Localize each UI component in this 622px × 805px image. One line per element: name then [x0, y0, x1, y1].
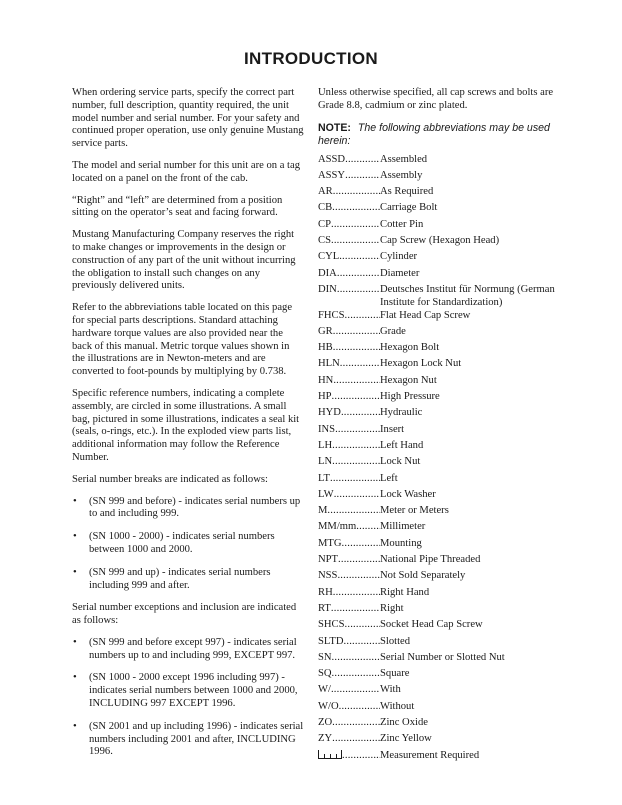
right-column: [318, 87, 558, 766]
bullet-icon: •: [73, 531, 77, 543]
abbreviation-row: [318, 358, 558, 374]
abbreviation-row: [318, 684, 558, 700]
abbreviation-row: [318, 489, 558, 505]
abbreviation-key: SQ .....: [318, 668, 380, 681]
list-item-text: (SN 999 and before except 997) - indicates serial numbers up to and including 999, EXCEPT 997.: [89, 636, 297, 661]
abbreviation-value: Right: [380, 602, 404, 614]
abbreviation-value: Cylinder: [380, 251, 418, 263]
abbreviation-value: Left: [380, 472, 398, 484]
abbreviation-value: Meter or Meters: [380, 505, 449, 517]
abbreviation-row: [318, 424, 558, 440]
abbreviation-row: [318, 440, 558, 456]
abbreviation-row: [318, 717, 558, 733]
abbreviation-value: Hydraulic: [380, 407, 423, 419]
abbreviation-key: DIN .....: [318, 284, 380, 297]
abbreviation-key: RT .....: [318, 603, 380, 616]
abbreviation-row: [318, 603, 558, 619]
abbreviation-row: [318, 170, 558, 186]
paragraph-right-left: “Right” and “left” are determined from a position sitting on the operator’s seat and facing forward.: [72, 194, 283, 219]
abbreviation-row: [318, 636, 558, 652]
abbreviation-key: LN .....: [318, 456, 380, 469]
abbreviation-value: Not Sold Separately: [380, 570, 466, 582]
abbreviation-value: Without: [380, 700, 415, 712]
abbreviation-key: RH .....: [318, 587, 380, 600]
abbreviation-row: [318, 554, 558, 570]
abbreviation-key: FHCS .....: [318, 310, 380, 323]
abbreviation-value: Grade: [380, 325, 406, 337]
abbreviation-row: [318, 219, 558, 235]
abbreviation-row: [318, 652, 558, 668]
abbreviation-value: Assembled: [380, 153, 428, 165]
abbreviation-key: NPT .....: [318, 554, 380, 567]
abbreviation-key: HP .....: [318, 391, 380, 404]
abbreviation-row: [318, 375, 558, 391]
abbreviation-value: Square: [380, 668, 410, 680]
bullet-icon: •: [73, 720, 77, 732]
abbreviation-value: High Pressure: [380, 391, 440, 403]
note: [318, 122, 558, 148]
breaks-intro: Serial number breaks are indicated as follows:: [72, 473, 268, 485]
paragraph-serial-tag: The model and serial number for this unit are on a tag located on a panel on the front of the cab.: [72, 159, 300, 184]
abbreviation-row: [318, 587, 558, 603]
abbreviation-row: [318, 668, 558, 684]
list-item: [72, 721, 304, 759]
abbreviation-value: With: [380, 684, 401, 696]
abbreviation-row: [318, 202, 558, 218]
list-item-text: (SN 2001 and up including 1996) - indicates serial numbers including 2001 and after, INCLUDING 1996.: [89, 720, 304, 758]
abbreviation-value: Hexagon Bolt: [380, 342, 440, 354]
list-item-text: (SN 1000 - 2000) - indicates serial numbers between 1000 and 2000.: [89, 531, 275, 555]
abbreviation-value: Lock Nut: [380, 456, 421, 468]
bullet-icon: •: [73, 495, 77, 507]
abbreviation-row: [318, 326, 558, 342]
abbreviation-row: [318, 186, 558, 202]
list-item: [72, 531, 304, 557]
abbreviation-key: LT .....: [318, 473, 380, 486]
abbreviation-value: Zinc Oxide: [380, 716, 428, 728]
list-item-text: (SN 999 and before) - indicates serial numbers up to and including 999.: [89, 495, 301, 520]
left-column: [72, 87, 304, 769]
abbreviation-key: [318, 750, 380, 763]
abbreviation-row: [318, 538, 558, 554]
abbreviation-key: ASSD .....: [318, 154, 380, 167]
abbreviation-value: Millimeter: [380, 521, 426, 533]
abbreviation-row: [318, 284, 558, 310]
page-title: INTRODUCTION: [244, 49, 378, 68]
abbreviation-key: LH .....: [318, 440, 380, 453]
abbreviation-key: HYD .....: [318, 407, 380, 420]
abbreviation-value: As Required: [380, 186, 434, 198]
abbreviation-key: MTG .....: [318, 538, 380, 551]
abbreviation-value: Hexagon Lock Nut: [380, 358, 462, 370]
abbreviation-row: [318, 310, 558, 326]
abbreviation-value: Zinc Yellow: [380, 733, 432, 745]
abbreviation-key: DIA .....: [318, 268, 380, 281]
abbreviation-key: AR .....: [318, 186, 380, 199]
list-item: [72, 637, 304, 663]
abbreviation-value: Measurement Required: [380, 749, 480, 761]
abbreviation-key: INS .....: [318, 424, 380, 437]
abbreviation-key: GR .....: [318, 326, 380, 339]
abbreviation-key: W/ .....: [318, 684, 380, 697]
abbreviation-row: [318, 521, 558, 537]
abbreviation-key: HN .....: [318, 375, 380, 388]
abbreviation-value: Diameter: [380, 267, 420, 279]
abbreviation-value: Lock Washer: [380, 488, 436, 500]
abbreviation-row: [318, 268, 558, 284]
abbreviation-row: [318, 733, 558, 749]
abbreviation-row: [318, 505, 558, 521]
bullet-icon: •: [73, 672, 77, 684]
abbreviation-value: Left Hand: [380, 439, 424, 451]
abbreviation-key: CS .....: [318, 235, 380, 248]
abbreviation-key: SLTD .....: [318, 636, 380, 649]
abbreviation-key: SN .....: [318, 652, 380, 665]
abbreviation-key: W/O .....: [318, 701, 380, 714]
paragraph-ordering: When ordering service parts, specify the correct part number, full description, quantity required, the unit model number and serial number. For your safety and continued proper operation, use only genuine Mustang service parts.: [72, 87, 304, 150]
abbreviation-value: Carriage Bolt: [380, 202, 438, 214]
exceptions-intro: Serial number exceptions and inclusion are indicated as follows:: [72, 602, 297, 627]
abbreviations-table: [318, 154, 558, 766]
bullet-icon: •: [73, 636, 77, 648]
abbreviation-key: CB .....: [318, 202, 380, 215]
bullet-icon: •: [73, 566, 77, 578]
abbreviation-key: LW .....: [318, 489, 380, 502]
abbreviation-value: Right Hand: [380, 586, 430, 598]
serial-breaks-list: [72, 496, 304, 593]
list-item-text: (SN 1000 - 2000 except 1996 including 997) - indicates serial numbers between 1000 and 2000, INCLUDING 997 EXCEPT 1996.: [89, 672, 298, 710]
abbreviation-value: Deutsches Institut für Normung (German Institute for Standardization): [380, 283, 555, 308]
grade-intro: Unless otherwise specified, all cap screws and bolts are Grade 8.8, cadmium or zinc plated.: [318, 87, 554, 111]
abbreviation-key: CP .....: [318, 219, 380, 232]
abbreviation-row: [318, 407, 558, 423]
abbreviation-row: [318, 342, 558, 358]
abbreviation-value: Cotter Pin: [380, 218, 424, 230]
abbreviation-key: HLN .....: [318, 358, 380, 371]
abbreviation-value: Cap Screw (Hexagon Head): [380, 235, 500, 247]
abbreviation-value: Socket Head Cap Screw: [380, 619, 483, 631]
list-item: [72, 496, 304, 522]
abbreviation-value: Slotted: [380, 635, 411, 647]
paragraph-reference-numbers: Specific reference numbers, indicating a complete assembly, are circled in some illustrations. A small bag, pictured in some illustrations, indicates a seal kit (seals, o-rings, etc.). In the exploded view parts list, additional information may follow the Reference Number.: [72, 387, 300, 463]
abbreviation-value: Serial Number or Slotted Nut: [380, 651, 505, 663]
list-item: [72, 672, 304, 710]
abbreviation-value: National Pipe Threaded: [380, 554, 481, 566]
abbreviation-key: ZO .....: [318, 717, 380, 730]
abbreviation-row: [318, 473, 558, 489]
abbreviation-row: [318, 235, 558, 251]
abbreviation-value: Mounting: [380, 537, 422, 549]
ruler-icon: [318, 750, 342, 759]
abbreviation-row: [318, 701, 558, 717]
abbreviation-key: ZY .....: [318, 733, 380, 746]
abbreviation-row: [318, 154, 558, 170]
abbreviation-value: Insert: [380, 423, 405, 435]
abbreviation-value: Hexagon Nut: [380, 374, 437, 386]
paragraph-abbreviations-ref: Refer to the abbreviations table located on this page for special parts descriptions. Standard attaching hardware torque values are also provided near the back of this manual. Metric torque values shown in the illustrations are in Newton-meters and are converted to foot-pounds by multiplying by 0.738.: [72, 302, 293, 378]
abbreviation-row: [318, 750, 558, 766]
abbreviation-key: ASSY .....: [318, 170, 380, 183]
abbreviation-row: [318, 619, 558, 635]
abbreviation-key: MM/mm .....: [318, 521, 380, 534]
list-item-text: (SN 999 and up) - indicates serial numbers including 999 and after.: [89, 566, 271, 591]
abbreviation-key: NSS .....: [318, 570, 380, 583]
abbreviation-key: SHCS .....: [318, 619, 380, 632]
abbreviation-value: Assembly: [380, 169, 423, 181]
note-text: The following abbreviations may be used herein:: [318, 121, 550, 147]
abbreviation-row: [318, 456, 558, 472]
serial-exceptions-list: [72, 637, 304, 759]
paragraph-rights-reserved: Mustang Manufacturing Company reserves the right to make changes or improvements in the design or construction of any part of the unit without incurring the obligation to install such changes on any previously delivered units.: [72, 229, 296, 292]
abbreviation-value: Flat Head Cap Screw: [380, 309, 471, 321]
note-label: NOTE:: [318, 121, 351, 134]
abbreviation-key: CYL .....: [318, 251, 380, 264]
abbreviation-key: HB .....: [318, 342, 380, 355]
abbreviation-key: M .....: [318, 505, 380, 518]
abbreviation-row: [318, 251, 558, 267]
abbreviation-row: [318, 570, 558, 586]
abbreviation-row: [318, 391, 558, 407]
list-item: [72, 567, 304, 593]
